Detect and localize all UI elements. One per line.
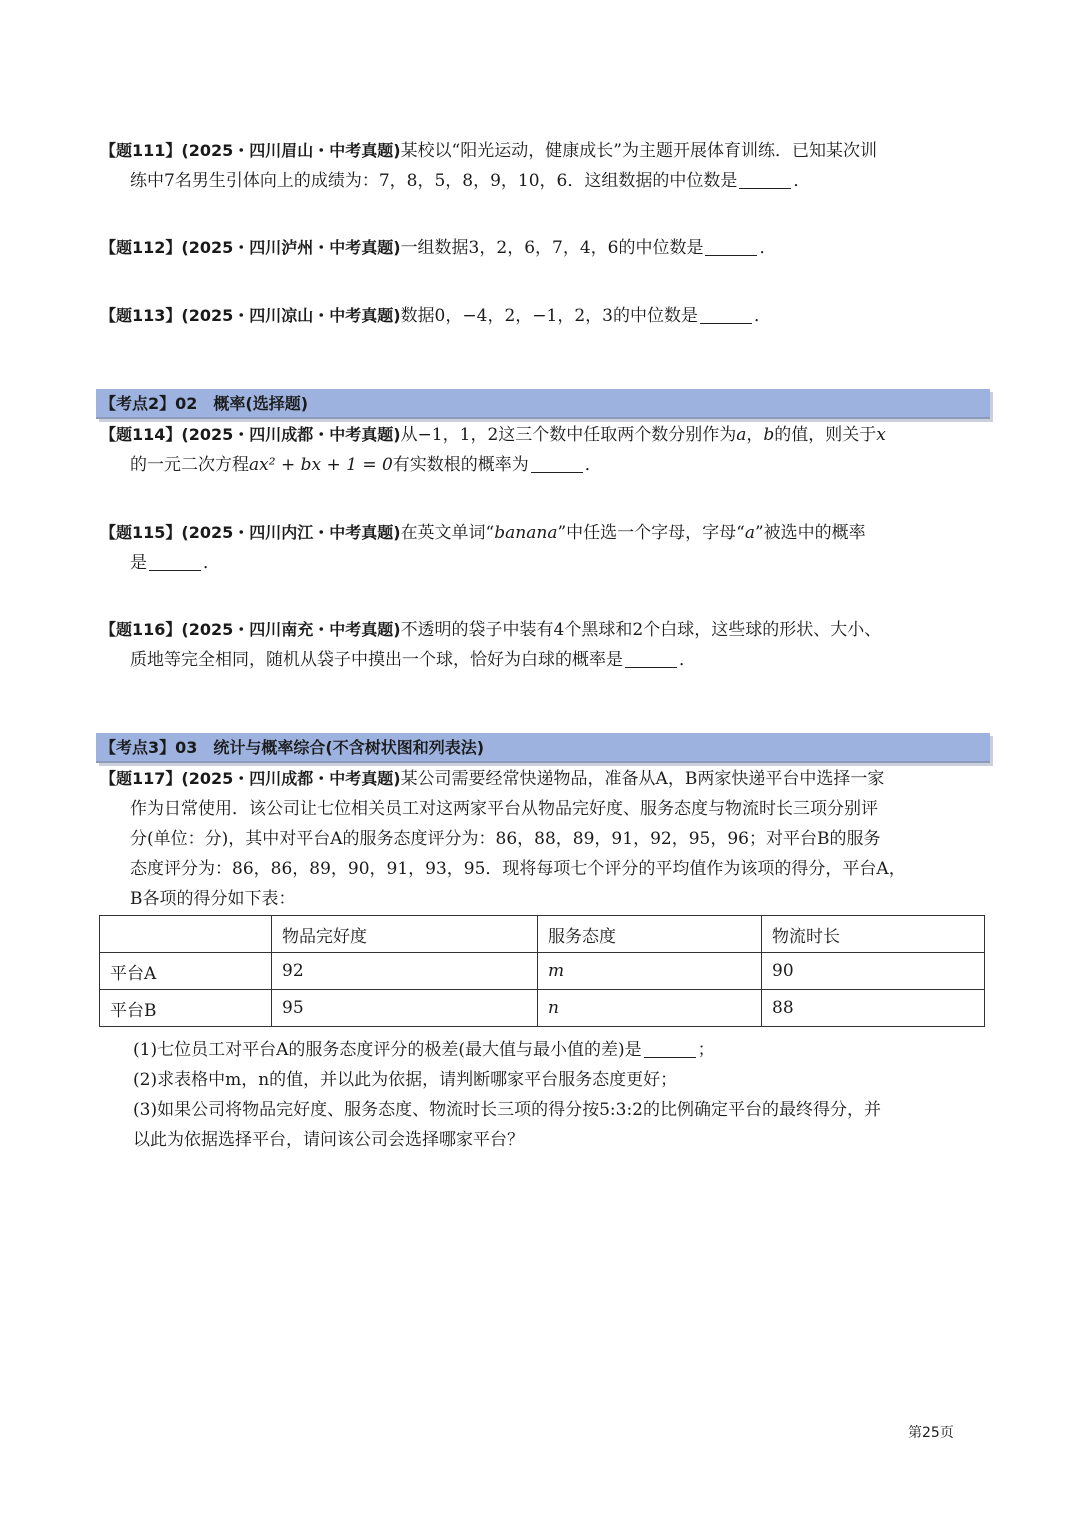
page-number: 第25页 xyxy=(908,1425,954,1441)
variable: a xyxy=(736,425,747,445)
table-cell: 90 xyxy=(762,953,985,990)
section-header-3: 【考点3】03 统计与概率综合(不含树状图和列表法) xyxy=(96,733,990,763)
punct: ． xyxy=(203,553,220,573)
question-text: ”被选中的概率 xyxy=(754,523,866,543)
table-header-row xyxy=(100,916,985,953)
section-header-2: 【考点2】02 概率(选择题) xyxy=(96,389,990,419)
question-text: ， xyxy=(746,425,764,445)
answer-blank[interactable] xyxy=(705,237,757,256)
answer-blank[interactable] xyxy=(531,454,583,473)
answer-blank[interactable] xyxy=(739,170,791,189)
question-117 xyxy=(100,764,990,914)
table-cell: 平台B xyxy=(100,990,272,1027)
table-cell xyxy=(538,990,762,1027)
question-text: 不透明的袋子中装有4个黑球和2个白球，这些球的形状、大小、 xyxy=(400,620,882,640)
sub-question-3-cont: 以此为依据选择平台，请问该公司会选择哪家平台？ xyxy=(133,1130,524,1150)
question-114 xyxy=(100,420,990,480)
variable: b xyxy=(763,425,775,445)
question-text: 从−1，1，2这三个数中任取两个数分别作为 xyxy=(400,425,737,445)
question-111 xyxy=(100,136,990,196)
table-cell: 92 xyxy=(272,953,538,990)
variable: m xyxy=(548,961,565,981)
table-row xyxy=(100,990,985,1027)
variable: x xyxy=(876,425,886,445)
table-header: 物流时长 xyxy=(762,916,985,953)
question-text: (1)七位员工对平台A的服务态度评分的极差(最大值与最小值的差)是 xyxy=(133,1040,642,1060)
score-table xyxy=(99,915,985,1027)
answer-blank[interactable] xyxy=(700,305,752,324)
punct: ． xyxy=(679,650,696,670)
question-tag: 【题115】(2025・四川内江・中考真题) xyxy=(100,523,401,542)
answer-blank[interactable] xyxy=(149,552,201,571)
question-text: 作为日常使用．该公司让七位相关员工对这两家平台从物品完好度、服务态度与物流时长三项分别评 xyxy=(130,799,878,819)
question-tag: 【题112】(2025・四川泸州・中考真题) xyxy=(100,238,401,257)
table-cell xyxy=(538,953,762,990)
table-header: 服务态度 xyxy=(538,916,762,953)
question-tag: 【题117】(2025・四川成都・中考真题) xyxy=(100,769,401,788)
sub-question-1 xyxy=(133,1035,715,1065)
answer-blank[interactable] xyxy=(625,649,677,668)
question-text: ”中任选一个字母，字母“ xyxy=(557,523,745,543)
punct: ． xyxy=(753,306,771,326)
question-text: 态度评分为：86，86，89，90，91，93，95．现将每项七个评分的平均值作为该项的得分，平台A， xyxy=(130,859,906,879)
question-113 xyxy=(100,301,990,331)
question-text: 的值，则关于 xyxy=(774,425,877,445)
question-text: 是 xyxy=(130,553,147,573)
question-text: 练中7名男生引体向上的成绩为：7，8，5，8，9，10，6．这组数据的中位数是 xyxy=(130,171,738,191)
sub-question-3: (3)如果公司将物品完好度、服务态度、物流时长三项的得分按5:3:2的比例确定平台的最终得分，并 xyxy=(133,1100,881,1120)
question-112 xyxy=(100,233,990,263)
question-text: 数据0，−4，2，−1，2，3的中位数是 xyxy=(400,306,698,326)
sub-question-2: (2)求表格中m，n的值，并以此为依据，请判断哪家平台服务态度更好； xyxy=(133,1070,678,1090)
answer-blank[interactable] xyxy=(644,1039,696,1058)
question-text: 在英文单词“ xyxy=(400,523,495,543)
punct: ． xyxy=(793,171,811,191)
punct: ； xyxy=(697,1040,715,1060)
question-tag: 【题116】(2025・四川南充・中考真题) xyxy=(100,620,401,639)
variable: a xyxy=(744,523,755,543)
table-cell: 95 xyxy=(272,990,538,1027)
table-cell: 平台A xyxy=(100,953,272,990)
question-tag: 【题113】(2025・四川凉山・中考真题) xyxy=(100,306,401,325)
punct: ． xyxy=(584,455,602,475)
table-header xyxy=(100,916,272,953)
variable: n xyxy=(548,998,559,1018)
question-text: 一组数据3，2，6，7，4，6的中位数是 xyxy=(400,238,704,258)
punct: ． xyxy=(759,238,777,258)
question-tag: 【题114】(2025・四川成都・中考真题) xyxy=(100,425,401,444)
question-text: 分(单位：分)，其中对平台A的服务态度评分为：86，88，89，91，92，95，96；对平台B的服务 xyxy=(130,829,881,849)
question-text: 的一元二次方程 xyxy=(130,455,249,475)
question-text: 某校以“阳光运动，健康成长”为主题开展体育训练．已知某次训 xyxy=(400,141,877,161)
table-header: 物品完好度 xyxy=(272,916,538,953)
equation: ax² + bx + 1 = 0 xyxy=(249,455,393,475)
question-115 xyxy=(100,518,990,578)
table-cell: 88 xyxy=(762,990,985,1027)
question-text: B各项的得分如下表： xyxy=(130,889,296,909)
question-text: 某公司需要经常快递物品，准备从A，B两家快递平台中选择一家 xyxy=(400,769,885,789)
table-row xyxy=(100,953,985,990)
word: banana xyxy=(494,523,558,543)
question-tag: 【题111】(2025・四川眉山・中考真题) xyxy=(100,141,401,160)
question-text: 有实数根的概率为 xyxy=(392,455,529,475)
question-116 xyxy=(100,615,990,675)
question-text: 质地等完全相同，随机从袋子中摸出一个球，恰好为白球的概率是 xyxy=(130,650,623,670)
